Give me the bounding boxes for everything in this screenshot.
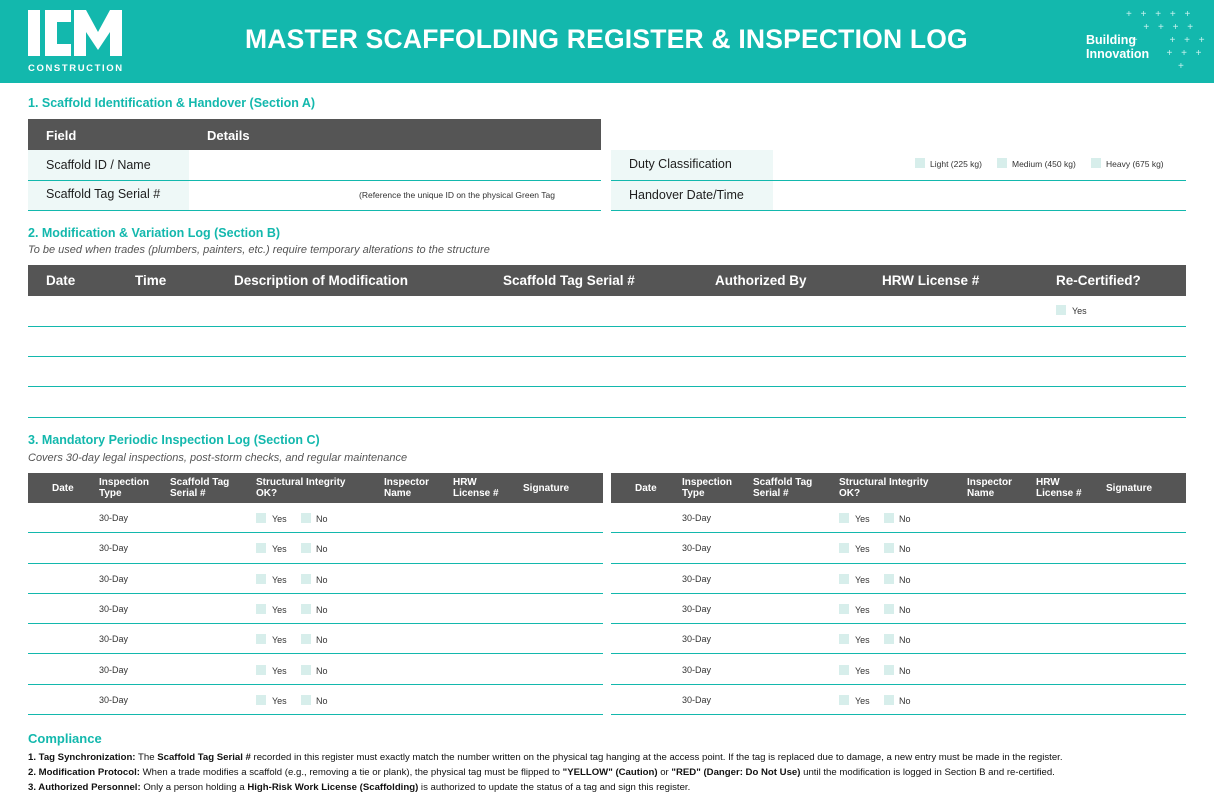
col-recertified-header: Re-Certified? <box>1056 273 1141 288</box>
integrity-yes-label: Yes <box>272 604 287 615</box>
inspection-table-header-left <box>28 473 603 503</box>
integrity-no-label: No <box>316 665 328 676</box>
divider <box>28 210 601 211</box>
integrity-yes-label: Yes <box>272 695 287 706</box>
integrity-yes-checkbox[interactable] <box>839 574 849 584</box>
table-row <box>28 356 1186 357</box>
table-row <box>28 564 603 594</box>
integrity-no-label: No <box>316 514 328 524</box>
compliance-item-2-text-b: or <box>657 767 672 778</box>
col-date-header <box>635 483 657 494</box>
table-row <box>28 417 1186 418</box>
inspection-type-cell: 30-Day <box>682 513 712 523</box>
col-inspection-type-header-line-2: Type <box>99 488 122 499</box>
compliance-item-1-label: 1. Tag Synchronization: <box>28 752 136 763</box>
integrity-no-label: No <box>316 604 328 615</box>
col-inspector-header-line-1: Inspector <box>967 477 1013 488</box>
col-inspection-type-header <box>99 477 149 499</box>
page-header <box>0 0 1214 83</box>
col-inspector-header-line-2: Name <box>967 488 995 499</box>
col-tag-serial-header: Scaffold Tag Serial # <box>503 273 635 288</box>
integrity-no-checkbox[interactable] <box>884 543 894 553</box>
row-divider <box>28 714 603 715</box>
integrity-yes-checkbox[interactable] <box>839 665 849 675</box>
col-signature-header-line-1: Signature <box>1106 483 1153 494</box>
tag-reference-note: (Reference the unique ID on the physical Green Tag <box>359 190 555 200</box>
table-row <box>28 386 1186 387</box>
integrity-yes-label: Yes <box>272 514 287 524</box>
inspection-type-cell: 30-Day <box>682 603 712 614</box>
integrity-yes-checkbox[interactable] <box>256 543 266 553</box>
compliance-item-3 <box>28 782 690 793</box>
col-signature-header-line-1: Signature <box>523 483 570 494</box>
col-integrity-header <box>256 477 345 499</box>
inspection-type-cell: 30-Day <box>682 664 712 675</box>
section-a-header-bar <box>28 119 601 150</box>
table-row <box>611 655 1186 685</box>
col-tag-serial-header-line-2: Serial # <box>753 488 789 499</box>
col-field-header: Field <box>46 128 77 143</box>
compliance-item-1 <box>28 752 1063 763</box>
integrity-no-checkbox[interactable] <box>301 695 311 705</box>
integrity-no-checkbox[interactable] <box>884 513 894 523</box>
integrity-no-checkbox[interactable] <box>301 513 311 523</box>
scaffold-id-label: Scaffold ID / Name <box>46 158 151 172</box>
integrity-no-label: No <box>899 695 911 706</box>
compliance-item-2-bold-2: "RED" (Danger: Do Not Use) <box>671 767 801 778</box>
section-c-subtitle: Covers 30-day legal inspections, post-storm checks, and regular maintenance <box>28 452 408 464</box>
col-date-header: Date <box>46 273 76 288</box>
inspection-table-header-right <box>611 473 1186 503</box>
integrity-yes-label: Yes <box>855 604 870 615</box>
table-row <box>28 624 603 654</box>
table-row <box>28 533 603 563</box>
integrity-no-checkbox[interactable] <box>884 574 894 584</box>
compliance-item-2-bold-1: "YELLOW" (Caution) <box>562 767 658 778</box>
section-c-title: 3. Mandatory Periodic Inspection Log (Section C) <box>28 433 320 447</box>
col-details-header: Details <box>207 128 250 143</box>
integrity-yes-checkbox[interactable] <box>256 665 266 675</box>
integrity-no-label: No <box>316 544 328 555</box>
integrity-no-label: No <box>316 695 328 706</box>
col-inspector-header-line-1: Inspector <box>384 477 430 488</box>
compliance-item-3-text-b: is authorized to update the status of a tag and sign this register. <box>418 782 691 793</box>
integrity-yes-label: Yes <box>272 665 287 676</box>
logo-icon <box>28 8 126 58</box>
table-row <box>611 594 1186 624</box>
inspection-type-cell: 30-Day <box>99 513 129 523</box>
compliance-item-2-text-a: When a trade modifies a scaffold (e.g., removing a tie or plank), the physical tag must be flipped to <box>139 767 563 778</box>
integrity-yes-checkbox[interactable] <box>256 634 266 644</box>
tagline-line-2: Innovation <box>1086 47 1150 61</box>
col-hrw-header <box>1036 477 1082 499</box>
integrity-yes-checkbox[interactable] <box>256 574 266 584</box>
integrity-no-checkbox[interactable] <box>884 634 894 644</box>
duty-heavy-checkbox[interactable] <box>1091 158 1101 168</box>
recertified-yes-checkbox[interactable] <box>1056 305 1066 315</box>
col-hrw-header <box>453 477 499 499</box>
col-integrity-header-line-1: Structural Integrity <box>839 477 929 488</box>
compliance-item-1-text-a: The <box>135 752 158 763</box>
col-integrity-header <box>839 477 928 499</box>
col-inspector-header-line-2: Name <box>384 488 412 499</box>
inspection-type-cell: 30-Day <box>99 543 129 554</box>
integrity-yes-label: Yes <box>855 544 870 555</box>
col-tag-serial-header-line-1: Scaffold Tag <box>753 477 813 488</box>
compliance-item-1-text-b: recorded in this register must exactly match the number written on the physical tag hanging at the access point. If the tag is replaced due to damage, a new entry must be made in the register. <box>250 752 1063 763</box>
page-title: MASTER SCAFFOLDING REGISTER & INSPECTION LOG <box>245 24 968 54</box>
inspection-type-cell: 30-Day <box>99 573 129 584</box>
col-integrity-header-line-2: OK? <box>256 488 278 499</box>
col-date-header-line-1: Date <box>52 483 74 494</box>
table-row <box>28 685 603 715</box>
integrity-yes-checkbox[interactable] <box>839 543 849 553</box>
col-integrity-header-line-1: Structural Integrity <box>256 477 346 488</box>
scaffold-tag-serial-label: Scaffold Tag Serial # <box>46 187 161 201</box>
col-hrw-header-line-1: HRW <box>1036 477 1060 488</box>
integrity-no-checkbox[interactable] <box>884 695 894 705</box>
integrity-yes-label: Yes <box>272 574 287 585</box>
integrity-yes-checkbox[interactable] <box>256 513 266 523</box>
col-tag-serial-header-line-1: Scaffold Tag <box>170 477 230 488</box>
integrity-no-checkbox[interactable] <box>301 665 311 675</box>
table-row <box>611 503 1186 533</box>
compliance-item-3-bold: High-Risk Work License (Scaffolding) <box>247 782 419 793</box>
table-row <box>28 655 603 685</box>
integrity-no-label: No <box>316 574 328 585</box>
compliance-title: Compliance <box>28 731 102 746</box>
integrity-no-checkbox[interactable] <box>301 604 311 614</box>
table-row <box>611 564 1186 594</box>
table-row <box>611 533 1186 563</box>
integrity-yes-checkbox[interactable] <box>256 695 266 705</box>
inspection-type-cell: 30-Day <box>682 573 712 584</box>
plus-pattern-icon: + + + + + + + + + + + + + + + + + <box>1126 9 1208 72</box>
compliance-item-2-text-c: until the modification is logged in Section B and re-certified. <box>800 767 1055 778</box>
col-tag-serial-header <box>170 477 229 499</box>
col-integrity-header-line-2: OK? <box>839 488 861 499</box>
col-inspection-type-header-line-2: Type <box>682 488 705 499</box>
section-b-header-bar <box>28 265 1186 296</box>
integrity-yes-label: Yes <box>855 574 870 585</box>
row-divider <box>611 714 1186 715</box>
col-inspection-type-header-line-1: Inspection <box>99 477 150 488</box>
section-b-title: 2. Modification & Variation Log (Section B) <box>28 226 281 240</box>
col-tag-serial-header-line-2: Serial # <box>170 488 206 499</box>
col-authorized-header: Authorized By <box>715 273 807 288</box>
compliance-item-3-label: 3. Authorized Personnel: <box>28 782 141 793</box>
company-logo <box>28 8 128 76</box>
handover-datetime-label: Handover Date/Time <box>629 188 744 202</box>
col-hrw-header-line-2: License # <box>453 488 499 499</box>
table-row <box>611 685 1186 715</box>
integrity-no-checkbox[interactable] <box>301 543 311 553</box>
integrity-no-checkbox[interactable] <box>301 634 311 644</box>
table-row <box>28 594 603 624</box>
integrity-yes-checkbox[interactable] <box>839 604 849 614</box>
col-inspector-header <box>384 477 429 499</box>
col-description-header: Description of Modification <box>234 273 408 288</box>
duty-medium-label: Medium (450 kg) <box>1012 159 1076 169</box>
inspection-type-cell: 30-Day <box>99 664 129 675</box>
divider <box>611 210 1186 211</box>
integrity-no-label: No <box>899 635 911 646</box>
col-inspection-type-header-line-1: Inspection <box>682 477 733 488</box>
inspection-type-cell: 30-Day <box>682 634 712 645</box>
integrity-no-label: No <box>899 665 911 676</box>
compliance-item-2 <box>28 767 1055 778</box>
integrity-no-label: No <box>899 514 911 524</box>
table-row <box>611 624 1186 654</box>
section-a-title: 1. Scaffold Identification & Handover (Section A) <box>28 96 316 110</box>
tagline-line-1: Building <box>1086 33 1136 47</box>
recertified-yes-label: Yes <box>1072 306 1087 316</box>
integrity-yes-label: Yes <box>855 514 870 524</box>
integrity-yes-checkbox[interactable] <box>839 634 849 644</box>
section-b-subtitle: To be used when trades (plumbers, painters, etc.) require temporary alterations to the structure <box>28 244 490 256</box>
integrity-yes-label: Yes <box>855 665 870 676</box>
integrity-no-label: No <box>899 604 911 615</box>
compliance-item-2-label: 2. Modification Protocol: <box>28 767 140 778</box>
integrity-no-label: No <box>899 574 911 585</box>
logo-subtext: CONSTRUCTION <box>28 63 124 74</box>
compliance-item-3-text-a: Only a person holding a <box>140 782 248 793</box>
col-date-header <box>52 483 74 494</box>
integrity-no-label: No <box>899 544 911 555</box>
integrity-yes-checkbox[interactable] <box>839 695 849 705</box>
inspection-type-cell: 30-Day <box>682 694 712 705</box>
table-row <box>28 503 603 533</box>
col-hrw-header-line-1: HRW <box>453 477 477 488</box>
inspection-type-cell: 30-Day <box>99 694 129 705</box>
col-tag-serial-header <box>753 477 812 499</box>
duty-classification-label: Duty Classification <box>629 157 732 171</box>
table-row <box>28 326 1186 327</box>
col-date-header-line-1: Date <box>635 483 657 494</box>
integrity-yes-label: Yes <box>272 635 287 646</box>
col-hrw-header-line-2: License # <box>1036 488 1082 499</box>
tagline <box>1086 33 1149 61</box>
compliance-item-1-bold: Scaffold Tag Serial # <box>157 752 251 763</box>
duty-light-label: Light (225 kg) <box>930 159 982 169</box>
integrity-yes-label: Yes <box>855 635 870 646</box>
col-signature-header <box>523 483 569 494</box>
integrity-yes-checkbox[interactable] <box>839 513 849 523</box>
col-hrw-license-header: HRW License # <box>882 273 980 288</box>
integrity-no-checkbox[interactable] <box>301 574 311 584</box>
col-inspector-header <box>967 477 1012 499</box>
inspection-type-cell: 30-Day <box>682 543 712 554</box>
integrity-yes-label: Yes <box>855 695 870 706</box>
integrity-yes-label: Yes <box>272 544 287 555</box>
duty-medium-checkbox[interactable] <box>997 158 1007 168</box>
integrity-yes-checkbox[interactable] <box>256 604 266 614</box>
duty-heavy-label: Heavy (675 kg) <box>1106 159 1164 169</box>
integrity-no-label: No <box>316 635 328 646</box>
col-inspection-type-header <box>682 477 732 499</box>
inspection-type-cell: 30-Day <box>99 634 129 645</box>
duty-light-checkbox[interactable] <box>915 158 925 168</box>
inspection-type-cell: 30-Day <box>99 603 129 614</box>
integrity-no-checkbox[interactable] <box>884 665 894 675</box>
integrity-no-checkbox[interactable] <box>884 604 894 614</box>
col-signature-header <box>1106 483 1152 494</box>
col-time-header: Time <box>135 273 167 288</box>
